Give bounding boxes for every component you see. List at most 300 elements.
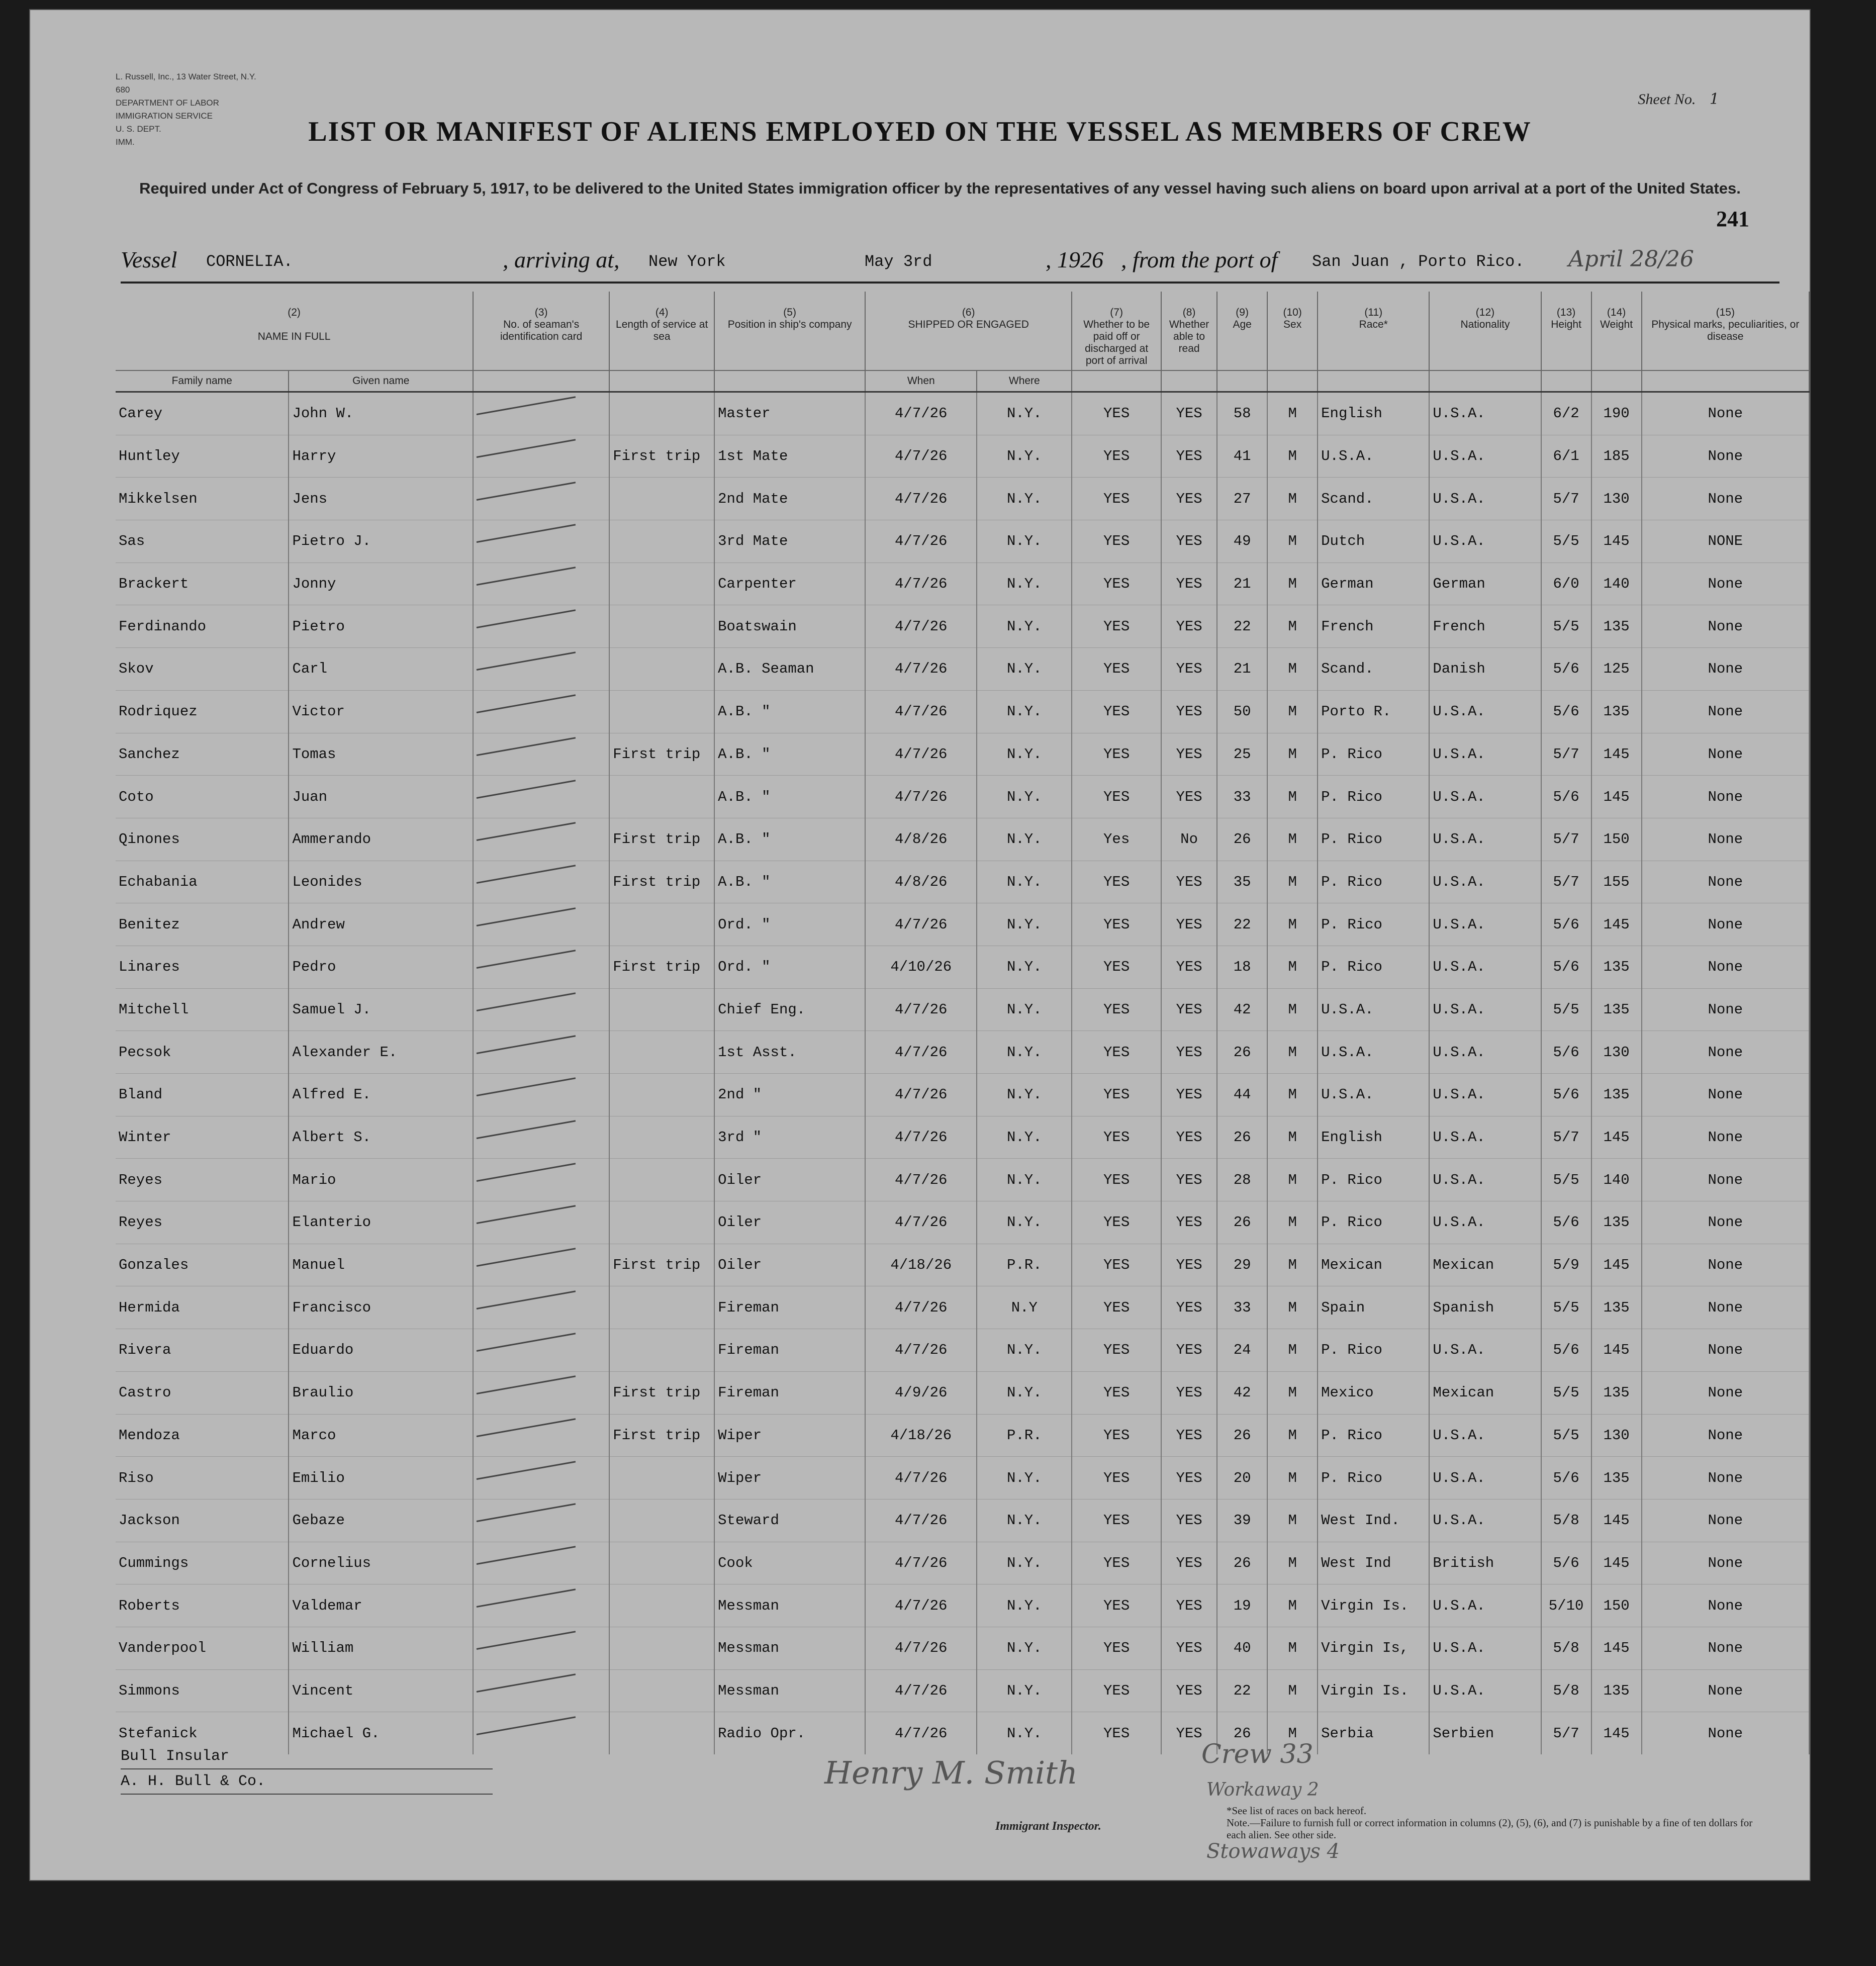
marks-cell: None (1642, 903, 1809, 946)
id-card-cell (473, 1669, 609, 1712)
nationality-cell: German (1429, 563, 1541, 605)
sex-cell: M (1267, 1159, 1318, 1201)
when-cell: 4/7/26 (865, 988, 977, 1031)
nationality-cell: U.S.A. (1429, 1074, 1541, 1116)
year-label: , 1926 (1046, 247, 1103, 272)
check-mark-icon (477, 829, 592, 845)
age-cell: 22 (1217, 1669, 1267, 1712)
position-cell: 2nd Mate (714, 478, 865, 520)
given-name-cell: John W. (289, 392, 473, 435)
height-cell: 5/5 (1541, 988, 1591, 1031)
weight-cell: 150 (1591, 1584, 1642, 1627)
age-cell: 25 (1217, 733, 1267, 776)
col-weight-header (1591, 292, 1642, 370)
arrival-date: May 3rd (865, 252, 932, 271)
printer-line: 680 (116, 85, 130, 95)
weight-cell: 145 (1591, 903, 1642, 946)
age-cell: 41 (1217, 435, 1267, 478)
family-name-cell: Ferdinando (116, 605, 289, 648)
arriving-port: New York (648, 252, 726, 271)
marks-cell: None (1642, 435, 1809, 478)
check-mark-icon (477, 1638, 592, 1653)
age-cell: 29 (1217, 1244, 1267, 1286)
family-name-cell: Bland (116, 1074, 289, 1116)
age-cell: 35 (1217, 861, 1267, 903)
family-name-cell: Stefanick (116, 1712, 289, 1754)
marks-cell: None (1642, 1457, 1809, 1500)
table-row (116, 861, 1809, 903)
marks-cell: None (1642, 1329, 1809, 1372)
when-cell: 4/7/26 (865, 435, 977, 478)
weight-cell: 135 (1591, 605, 1642, 648)
given-name-cell: Pietro (289, 605, 473, 648)
given-name-cell: Tomas (289, 733, 473, 776)
position-cell: Steward (714, 1499, 865, 1542)
position-cell: Oiler (714, 1159, 865, 1201)
stamp-number: 241 (1716, 207, 1749, 231)
when-cell: 4/18/26 (865, 1244, 977, 1286)
col-blank (1591, 370, 1642, 392)
id-card-cell (473, 1074, 609, 1116)
service-cell (609, 1669, 714, 1712)
height-cell: 5/7 (1541, 1712, 1591, 1754)
weight-cell: 150 (1591, 818, 1642, 861)
read-cell: YES (1161, 861, 1217, 903)
when-cell: 4/7/26 (865, 1329, 977, 1372)
when-cell: 4/7/26 (865, 1712, 977, 1754)
nationality-cell: Serbien (1429, 1712, 1541, 1754)
sex-cell: M (1267, 1329, 1318, 1372)
position-cell: A.B. Seaman (714, 648, 865, 691)
service-cell: First trip (609, 1414, 714, 1457)
paid-off-cell: YES (1072, 1499, 1161, 1542)
service-cell (609, 1159, 714, 1201)
age-cell: 26 (1217, 1414, 1267, 1457)
owner-line-2: A. H. Bull & Co. (121, 1769, 493, 1795)
height-cell: 5/5 (1541, 1286, 1591, 1329)
read-cell: YES (1161, 733, 1217, 776)
marks-cell: None (1642, 1244, 1809, 1286)
race-cell: Mexican (1318, 1244, 1429, 1286)
family-name-cell: Linares (116, 946, 289, 988)
given-name-cell: Pedro (289, 946, 473, 988)
col-blank (1541, 370, 1591, 392)
nationality-cell: U.S.A. (1429, 733, 1541, 776)
race-cell: P. Rico (1318, 1159, 1429, 1201)
given-name-cell: Andrew (289, 903, 473, 946)
col-family-name: Family name (116, 370, 289, 392)
where-cell: N.Y. (977, 861, 1072, 903)
where-cell: N.Y. (977, 648, 1072, 691)
family-name-cell: Rivera (116, 1329, 289, 1372)
read-cell: YES (1161, 1286, 1217, 1329)
given-name-cell: Samuel J. (289, 988, 473, 1031)
nationality-cell: U.S.A. (1429, 1499, 1541, 1542)
col-num: (13) (1556, 307, 1576, 318)
when-cell: 4/7/26 (865, 1584, 977, 1627)
family-name-cell: Skov (116, 648, 289, 691)
marks-cell: None (1642, 946, 1809, 988)
service-cell (609, 1329, 714, 1372)
check-mark-icon (477, 1000, 592, 1015)
id-card-cell (473, 1201, 609, 1244)
service-cell (609, 478, 714, 520)
weight-cell: 130 (1591, 478, 1642, 520)
id-card-cell (473, 563, 609, 605)
id-card-cell (473, 1159, 609, 1201)
paid-off-cell: YES (1072, 1627, 1161, 1669)
family-name-cell: Mikkelsen (116, 478, 289, 520)
race-cell: P. Rico (1318, 1329, 1429, 1372)
check-mark-icon (477, 659, 592, 674)
family-name-cell: Brackert (116, 563, 289, 605)
weight-cell: 140 (1591, 1159, 1642, 1201)
service-cell (609, 1031, 714, 1074)
race-cell: Scand. (1318, 648, 1429, 691)
col-service-header (609, 292, 714, 370)
nationality-cell: U.S.A. (1429, 1329, 1541, 1372)
marks-cell: None (1642, 1627, 1809, 1669)
table-row (116, 988, 1809, 1031)
nationality-cell: U.S.A. (1429, 861, 1541, 903)
family-name-cell: Mitchell (116, 988, 289, 1031)
check-mark-icon (477, 1340, 592, 1355)
marks-cell: None (1642, 605, 1809, 648)
family-name-cell: Castro (116, 1371, 289, 1414)
col-blank (1642, 370, 1809, 392)
table-row (116, 690, 1809, 733)
table-row (116, 1329, 1809, 1372)
read-cell: YES (1161, 1457, 1217, 1500)
service-cell (609, 1499, 714, 1542)
arriving-label: , arriving at, (503, 247, 620, 272)
height-cell: 5/8 (1541, 1627, 1591, 1669)
race-cell: West Ind. (1318, 1499, 1429, 1542)
service-cell (609, 1074, 714, 1116)
col-num: (7) (1110, 307, 1123, 318)
marks-cell: None (1642, 563, 1809, 605)
given-name-cell: Mario (289, 1159, 473, 1201)
id-card-cell (473, 1329, 609, 1372)
marks-cell: None (1642, 1201, 1809, 1244)
weight-cell: 130 (1591, 1031, 1642, 1074)
check-mark-icon (477, 1681, 592, 1696)
weight-cell: 145 (1591, 1116, 1642, 1159)
paid-off-cell: YES (1072, 648, 1161, 691)
col-label: Whether to be paid off or discharged at port of arrival (1083, 319, 1150, 366)
age-cell: 22 (1217, 903, 1267, 946)
col-num: (3) (534, 307, 548, 318)
when-cell: 4/7/26 (865, 1201, 977, 1244)
weight-cell: 125 (1591, 648, 1642, 691)
family-name-cell: Rodriquez (116, 690, 289, 733)
vessel-label: Vessel (121, 247, 177, 272)
height-cell: 5/6 (1541, 690, 1591, 733)
service-cell (609, 1457, 714, 1500)
read-cell: YES (1161, 903, 1217, 946)
marks-cell: None (1642, 478, 1809, 520)
age-cell: 26 (1217, 1712, 1267, 1754)
table-row (116, 605, 1809, 648)
id-card-cell (473, 690, 609, 733)
given-name-cell: Victor (289, 690, 473, 733)
weight-cell: 135 (1591, 1286, 1642, 1329)
weight-cell: 135 (1591, 1371, 1642, 1414)
col-num: (14) (1607, 307, 1626, 318)
service-cell (609, 648, 714, 691)
position-cell: Wiper (714, 1457, 865, 1500)
age-cell: 39 (1217, 1499, 1267, 1542)
race-cell: U.S.A. (1318, 988, 1429, 1031)
age-cell: 26 (1217, 1201, 1267, 1244)
weight-cell: 145 (1591, 776, 1642, 818)
age-cell: 44 (1217, 1074, 1267, 1116)
col-num: (9) (1236, 307, 1249, 318)
marks-cell: None (1642, 1414, 1809, 1457)
nationality-cell: Danish (1429, 648, 1541, 691)
printer-line: DEPARTMENT OF LABOR (116, 98, 219, 108)
service-cell (609, 392, 714, 435)
nationality-cell: U.S.A. (1429, 392, 1541, 435)
age-cell: 26 (1217, 1116, 1267, 1159)
col-num: (5) (783, 307, 796, 318)
check-mark-icon (477, 446, 592, 461)
race-cell: P. Rico (1318, 1414, 1429, 1457)
table-row (116, 1074, 1809, 1116)
where-cell: N.Y. (977, 435, 1072, 478)
check-mark-icon (477, 1212, 592, 1228)
col-label: SHIPPED OR ENGAGED (908, 319, 1029, 330)
family-name-cell: Roberts (116, 1584, 289, 1627)
col-blank (1267, 370, 1318, 392)
read-cell: YES (1161, 1329, 1217, 1372)
read-cell: YES (1161, 1499, 1217, 1542)
read-cell: YES (1161, 435, 1217, 478)
where-cell: P.R. (977, 1244, 1072, 1286)
position-cell: A.B. " (714, 733, 865, 776)
age-cell: 26 (1217, 1542, 1267, 1584)
position-cell: A.B. " (714, 690, 865, 733)
marks-cell: None (1642, 1542, 1809, 1584)
given-name-cell: Albert S. (289, 1116, 473, 1159)
given-name-cell: Juan (289, 776, 473, 818)
marks-cell: None (1642, 1371, 1809, 1414)
paid-off-cell: YES (1072, 1584, 1161, 1627)
table-row (116, 946, 1809, 988)
race-cell: P. Rico (1318, 1201, 1429, 1244)
position-cell: A.B. " (714, 818, 865, 861)
paid-off-cell: Yes (1072, 818, 1161, 861)
paid-off-cell: YES (1072, 478, 1161, 520)
when-cell: 4/7/26 (865, 392, 977, 435)
id-card-cell (473, 861, 609, 903)
col-num: (12) (1475, 307, 1495, 318)
check-mark-icon (477, 1298, 592, 1313)
given-name-cell: Eduardo (289, 1329, 473, 1372)
paid-off-cell: YES (1072, 1542, 1161, 1584)
where-cell: N.Y. (977, 733, 1072, 776)
paid-off-cell: YES (1072, 690, 1161, 733)
col-label: Physical marks, peculiarities, or disease (1651, 319, 1800, 342)
when-cell: 4/7/26 (865, 520, 977, 563)
table-row (116, 1627, 1809, 1669)
given-name-cell: Gebaze (289, 1499, 473, 1542)
family-name-cell: Vanderpool (116, 1627, 289, 1669)
paid-off-cell: YES (1072, 1371, 1161, 1414)
vessel-line (121, 246, 1779, 284)
sex-cell: M (1267, 1457, 1318, 1500)
read-cell: YES (1161, 648, 1217, 691)
table-row (116, 1286, 1809, 1329)
race-cell: West Ind (1318, 1542, 1429, 1584)
id-card-cell (473, 1244, 609, 1286)
age-cell: 26 (1217, 1031, 1267, 1074)
where-cell: N.Y. (977, 392, 1072, 435)
table-row (116, 1116, 1809, 1159)
weight-cell: 145 (1591, 520, 1642, 563)
col-num: (15) (1716, 307, 1735, 318)
read-cell: YES (1161, 478, 1217, 520)
sex-cell: M (1267, 1542, 1318, 1584)
id-card-cell (473, 1712, 609, 1754)
age-cell: 20 (1217, 1457, 1267, 1500)
race-cell: P. Rico (1318, 946, 1429, 988)
id-card-cell (473, 1414, 609, 1457)
where-cell: N.Y. (977, 520, 1072, 563)
family-name-cell: Benitez (116, 903, 289, 946)
marks-cell: None (1642, 1584, 1809, 1627)
position-cell: 1st Asst. (714, 1031, 865, 1074)
race-cell: German (1318, 563, 1429, 605)
weight-cell: 185 (1591, 435, 1642, 478)
when-cell: 4/7/26 (865, 1286, 977, 1329)
weight-cell: 190 (1591, 392, 1642, 435)
family-name-cell: Sas (116, 520, 289, 563)
given-name-cell: Vincent (289, 1669, 473, 1712)
race-cell: P. Rico (1318, 818, 1429, 861)
marks-cell: None (1642, 733, 1809, 776)
service-cell (609, 1584, 714, 1627)
col-label: Height (1551, 319, 1581, 330)
race-cell: Spain (1318, 1286, 1429, 1329)
marks-cell: None (1642, 690, 1809, 733)
check-mark-icon (477, 702, 592, 717)
nationality-cell: Spanish (1429, 1286, 1541, 1329)
crew-table (116, 292, 1810, 1754)
table-row (116, 818, 1809, 861)
id-card-cell (473, 1286, 609, 1329)
id-card-cell (473, 1031, 609, 1074)
marks-cell: None (1642, 1499, 1809, 1542)
where-cell: N.Y (977, 1286, 1072, 1329)
service-cell (609, 605, 714, 648)
when-cell: 4/7/26 (865, 1669, 977, 1712)
race-cell: U.S.A. (1318, 1031, 1429, 1074)
paid-off-cell: YES (1072, 1074, 1161, 1116)
service-cell (609, 1116, 714, 1159)
position-cell: Fireman (714, 1286, 865, 1329)
paid-off-cell: YES (1072, 435, 1161, 478)
race-cell: P. Rico (1318, 861, 1429, 903)
weight-cell: 130 (1591, 1414, 1642, 1457)
given-name-cell: Marco (289, 1414, 473, 1457)
weight-cell: 135 (1591, 1457, 1642, 1500)
table-row (116, 435, 1809, 478)
service-cell (609, 776, 714, 818)
when-cell: 4/10/26 (865, 946, 977, 988)
nationality-cell: U.S.A. (1429, 478, 1541, 520)
age-cell: 19 (1217, 1584, 1267, 1627)
check-mark-icon (477, 1511, 592, 1526)
position-cell: Messman (714, 1627, 865, 1669)
read-cell: YES (1161, 1627, 1217, 1669)
race-cell: P. Rico (1318, 903, 1429, 946)
marks-cell: None (1642, 1074, 1809, 1116)
nationality-cell: U.S.A. (1429, 1414, 1541, 1457)
sex-cell: M (1267, 1031, 1318, 1074)
id-card-cell (473, 648, 609, 691)
age-cell: 40 (1217, 1627, 1267, 1669)
from-port: San Juan , Porto Rico. (1312, 252, 1525, 271)
sex-cell: M (1267, 776, 1318, 818)
race-cell: English (1318, 1116, 1429, 1159)
sheet-number-value: 1 (1709, 90, 1719, 108)
sex-cell: M (1267, 818, 1318, 861)
where-cell: N.Y. (977, 563, 1072, 605)
printer-line: IMMIGRATION SERVICE (116, 111, 213, 121)
family-name-cell: Huntley (116, 435, 289, 478)
marks-cell: None (1642, 988, 1809, 1031)
read-cell: YES (1161, 392, 1217, 435)
family-name-cell: Gonzales (116, 1244, 289, 1286)
height-cell: 6/2 (1541, 392, 1591, 435)
check-mark-icon (477, 489, 592, 504)
check-mark-icon (477, 1085, 592, 1100)
marks-cell: None (1642, 776, 1809, 818)
sex-cell: M (1267, 1669, 1318, 1712)
col-age-header (1217, 292, 1267, 370)
service-cell: First trip (609, 1244, 714, 1286)
service-cell (609, 1542, 714, 1584)
read-cell: YES (1161, 1031, 1217, 1074)
family-name-cell: Riso (116, 1457, 289, 1500)
manifest-title: LIST OR MANIFEST OF ALIENS EMPLOYED ON THE VESSEL AS MEMBERS OF CREW (308, 116, 1532, 147)
where-cell: N.Y. (977, 988, 1072, 1031)
paid-off-cell: YES (1072, 733, 1161, 776)
paid-off-cell: YES (1072, 1712, 1161, 1754)
nationality-cell: Mexican (1429, 1244, 1541, 1286)
from-port-label: , from the port of (1121, 247, 1278, 272)
weight-cell: 145 (1591, 1499, 1642, 1542)
sex-cell: M (1267, 520, 1318, 563)
race-cell: U.S.A. (1318, 1074, 1429, 1116)
read-cell: YES (1161, 1074, 1217, 1116)
check-mark-icon (477, 915, 592, 930)
given-name-cell: Carl (289, 648, 473, 691)
read-cell: YES (1161, 1712, 1217, 1754)
position-cell: Boatswain (714, 605, 865, 648)
race-cell: P. Rico (1318, 1457, 1429, 1500)
age-cell: 33 (1217, 776, 1267, 818)
paid-off-cell: YES (1072, 776, 1161, 818)
read-cell: YES (1161, 690, 1217, 733)
marks-cell: None (1642, 648, 1809, 691)
when-cell: 4/8/26 (865, 818, 977, 861)
family-name-cell: Reyes (116, 1159, 289, 1201)
when-cell: 4/7/26 (865, 903, 977, 946)
marks-cell: None (1642, 392, 1809, 435)
when-cell: 4/7/26 (865, 1542, 977, 1584)
